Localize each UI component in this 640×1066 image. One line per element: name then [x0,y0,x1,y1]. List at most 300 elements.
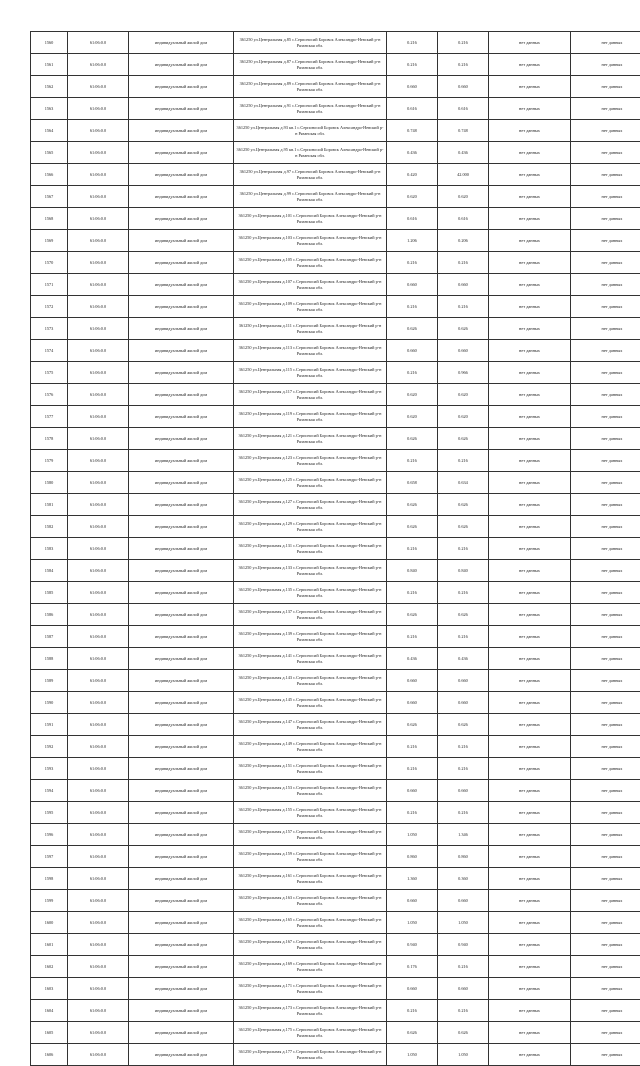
row-number: 1586 [31,604,68,626]
area-value: 0.216 [387,736,438,758]
cadastral-code: 61:06:0.0 [68,428,129,450]
object-type: индивидуальный жилой дом [129,846,234,868]
row-number: 1574 [31,340,68,362]
status-cell-2: нет данных [571,54,640,76]
table-row [31,164,640,186]
area-value: 0.626 [387,494,438,516]
area-value: 1.050 [387,824,438,846]
second-value: 0.660 [438,692,489,714]
status-cell-1: нет данных [489,868,571,890]
status-cell-2: нет данных [571,142,640,164]
second-value: 0.626 [438,318,489,340]
row-number: 1593 [31,758,68,780]
second-value: 0.840 [438,560,489,582]
second-value: 0.216 [438,758,489,780]
table-row [31,824,640,846]
status-cell-1: нет данных [489,252,571,274]
cadastral-code: 61:06:0.0 [68,208,129,230]
table-row [31,98,640,120]
object-address: 361250 ул.Центральная д.99 с.Серпоносий Боровск Александро-Невский р-н Рязанская обл. [234,186,387,208]
status-cell-1: нет данных [489,406,571,428]
table-row [31,758,640,780]
cadastral-code: 61:06:0.0 [68,934,129,956]
row-number: 1598 [31,868,68,890]
second-value: 0.660 [438,890,489,912]
area-value: 0.216 [387,32,438,54]
table-row [31,560,640,582]
object-address: 361250 ул.Центральная д.153 с.Серпоносий Боровск Александро-Невский р-н Рязанская обл. [234,780,387,802]
second-value: 0.626 [438,714,489,736]
status-cell-1: нет данных [489,340,571,362]
object-address: 361250 ул.Центральная д.171 с.Серпоносий Боровск Александро-Невский р-н Рязанская обл. [234,978,387,1000]
object-address: 361250 ул.Центральная д.137 с.Серпоносий Боровск Александро-Невский р-н Рязанская обл. [234,604,387,626]
row-number: 1565 [31,142,68,164]
status-cell-1: нет данных [489,164,571,186]
row-number: 1578 [31,428,68,450]
row-number: 1600 [31,912,68,934]
object-type: индивидуальный жилой дом [129,142,234,164]
status-cell-1: нет данных [489,714,571,736]
table-row [31,516,640,538]
row-number: 1581 [31,494,68,516]
status-cell-1: нет данных [489,32,571,54]
status-cell-2: нет данных [571,802,640,824]
second-value: 0.616 [438,208,489,230]
row-number: 1563 [31,98,68,120]
object-type: индивидуальный жилой дом [129,494,234,516]
second-value: 0.626 [438,428,489,450]
object-address: 361250 ул.Центральная д.113 с.Серпоносий Боровск Александро-Невский р-н Рязанская обл. [234,340,387,362]
area-value: 0.620 [387,384,438,406]
object-type: индивидуальный жилой дом [129,472,234,494]
status-cell-1: нет данных [489,934,571,956]
table-row [31,296,640,318]
cadastral-code: 61:06:0.0 [68,186,129,208]
object-address: 361250 ул.Центральная д.155 с.Серпоносий Боровск Александро-Невский р-н Рязанская обл. [234,802,387,824]
second-value: 0.634 [438,472,489,494]
status-cell-1: нет данных [489,428,571,450]
status-cell-1: нет данных [489,1044,571,1066]
area-value: 0.626 [387,428,438,450]
area-value: 1.050 [387,912,438,934]
status-cell-1: нет данных [489,978,571,1000]
row-number: 1599 [31,890,68,912]
row-number: 1572 [31,296,68,318]
object-address: 361250 ул.Центральная д.177 с.Серпоносий Боровск Александро-Невский р-н Рязанская обл. [234,1044,387,1066]
area-value: 0.216 [387,538,438,560]
status-cell-2: нет данных [571,32,640,54]
status-cell-2: нет данных [571,648,640,670]
table-row [31,1044,640,1066]
table-row [31,1022,640,1044]
object-address: 361250 ул.Центральная д.141 с.Серпоносий Боровск Александро-Невский р-н Рязанская обл. [234,648,387,670]
cadastral-code: 61:06:0.0 [68,318,129,340]
cadastral-code: 61:06:0.0 [68,76,129,98]
status-cell-2: нет данных [571,120,640,142]
table-row [31,384,640,406]
table-row [31,274,640,296]
row-number: 1590 [31,692,68,714]
table-row [31,472,640,494]
object-type: индивидуальный жилой дом [129,626,234,648]
object-address: 361250 ул.Центральная д.125 с.Серпоносий Боровск Александро-Невский р-н Рязанская обл. [234,472,387,494]
second-value: 0.206 [438,230,489,252]
cadastral-code: 61:06:0.0 [68,1000,129,1022]
row-number: 1592 [31,736,68,758]
area-value: 0.216 [387,802,438,824]
object-address: 361250 ул.Центральная д.159 с.Серпоносий Боровск Александро-Невский р-н Рязанская обл. [234,846,387,868]
table-row [31,626,640,648]
object-address: 361250 ул.Центральная д.115 с.Серпоносий Боровск Александро-Невский р-н Рязанская обл. [234,362,387,384]
status-cell-1: нет данных [489,494,571,516]
status-cell-2: нет данных [571,450,640,472]
row-number: 1603 [31,978,68,1000]
area-value: 0.840 [387,560,438,582]
row-number: 1560 [31,32,68,54]
object-type: индивидуальный жилой дом [129,824,234,846]
object-address: 361250 ул.Центральная д.169 с.Серпоносий Боровск Александро-Невский р-н Рязанская обл. [234,956,387,978]
second-value: 0.216 [438,54,489,76]
area-value: 0.620 [387,406,438,428]
status-cell-1: нет данных [489,736,571,758]
object-type: индивидуальный жилой дом [129,164,234,186]
object-address: 361250 ул.Центральная д.105 с.Серпоносий Боровск Александро-Невский р-н Рязанская обл. [234,252,387,274]
status-cell-2: нет данных [571,516,640,538]
status-cell-1: нет данных [489,274,571,296]
registry-table-body [31,32,640,1066]
status-cell-1: нет данных [489,208,571,230]
object-type: индивидуальный жилой дом [129,934,234,956]
cadastral-code: 61:06:0.0 [68,54,129,76]
cadastral-code: 61:06:0.0 [68,846,129,868]
status-cell-1: нет данных [489,230,571,252]
status-cell-2: нет данных [571,890,640,912]
area-value: 0.436 [387,142,438,164]
status-cell-1: нет данных [489,648,571,670]
status-cell-2: нет данных [571,626,640,648]
cadastral-code: 61:06:0.0 [68,516,129,538]
table-row [31,362,640,384]
cadastral-code: 61:06:0.0 [68,648,129,670]
row-number: 1566 [31,164,68,186]
row-number: 1561 [31,54,68,76]
object-type: индивидуальный жилой дом [129,758,234,780]
status-cell-2: нет данных [571,1022,640,1044]
cadastral-code: 61:06:0.0 [68,1022,129,1044]
cadastral-code: 61:06:0.0 [68,780,129,802]
area-value: 1.360 [387,868,438,890]
object-address: 361250 ул.Центральная д.91 с.Серпоносий Боровск Александро-Невский р-н Рязанская обл. [234,98,387,120]
area-value: 0.620 [387,186,438,208]
object-address: 361250 ул.Центральная д.109 с.Серпоносий Боровск Александро-Невский р-н Рязанская обл. [234,296,387,318]
status-cell-1: нет данных [489,626,571,648]
object-address: 361250 ул.Центральная д.93 кв.1 с.Серпоносий Боровск Александро-Невский р-н Рязанская обл. [234,120,387,142]
object-type: индивидуальный жилой дом [129,802,234,824]
area-value: 0.748 [387,120,438,142]
area-value: 0.216 [387,1000,438,1022]
table-row [31,186,640,208]
cadastral-code: 61:06:0.0 [68,538,129,560]
second-value: 0.216 [438,450,489,472]
second-value: 0.660 [438,978,489,1000]
cadastral-code: 61:06:0.0 [68,802,129,824]
second-value: 0.660 [438,670,489,692]
status-cell-1: нет данных [489,120,571,142]
second-value: 0.966 [438,362,489,384]
object-address: 361250 ул.Центральная д.143 с.Серпоносий Боровск Александро-Невский р-н Рязанская обл. [234,670,387,692]
area-value: 0.216 [387,626,438,648]
second-value: 0.216 [438,956,489,978]
status-cell-2: нет данных [571,604,640,626]
second-value: 42.000 [438,164,489,186]
row-number: 1577 [31,406,68,428]
area-value: 0.660 [387,670,438,692]
area-value: 0.216 [387,758,438,780]
cadastral-code: 61:06:0.0 [68,890,129,912]
second-value: 0.216 [438,538,489,560]
row-number: 1591 [31,714,68,736]
area-value: 0.626 [387,318,438,340]
object-type: индивидуальный жилой дом [129,186,234,208]
object-address: 361250 ул.Центральная д.175 с.Серпоносий Боровск Александро-Невский р-н Рязанская обл. [234,1022,387,1044]
status-cell-1: нет данных [489,538,571,560]
status-cell-1: нет данных [489,604,571,626]
area-value: 0.216 [387,296,438,318]
status-cell-2: нет данных [571,714,640,736]
object-address: 361250 ул.Центральная д.133 с.Серпоносий Боровск Александро-Невский р-н Рязанская обл. [234,560,387,582]
status-cell-2: нет данных [571,956,640,978]
second-value: 0.216 [438,802,489,824]
status-cell-1: нет данных [489,98,571,120]
cadastral-code: 61:06:0.0 [68,868,129,890]
status-cell-2: нет данных [571,98,640,120]
object-type: индивидуальный жилой дом [129,450,234,472]
object-type: индивидуальный жилой дом [129,274,234,296]
object-address: 361250 ул.Центральная д.87 с.Серпоносий Боровск Александро-Невский р-н Рязанская обл. [234,54,387,76]
area-value: 0.176 [387,956,438,978]
cadastral-code: 61:06:0.0 [68,98,129,120]
status-cell-1: нет данных [489,54,571,76]
area-value: 0.616 [387,98,438,120]
object-type: индивидуальный жилой дом [129,604,234,626]
status-cell-2: нет данных [571,582,640,604]
second-value: 0.216 [438,626,489,648]
area-value: 0.660 [387,978,438,1000]
object-type: индивидуальный жилой дом [129,868,234,890]
status-cell-1: нет данных [489,186,571,208]
status-cell-1: нет данных [489,318,571,340]
object-address: 361250 ул.Центральная д.85 с.Серпоносий Боровск Александро-Невский р-н Рязанская обл. [234,32,387,54]
cadastral-code: 61:06:0.0 [68,1044,129,1066]
object-address: 361250 ул.Центральная д.127 с.Серпоносий Боровск Александро-Невский р-н Рязанская обл. [234,494,387,516]
table-row [31,32,640,54]
object-address: 361250 ул.Центральная д.131 с.Серпоносий Боровск Александро-Невский р-н Рязанская обл. [234,538,387,560]
row-number: 1584 [31,560,68,582]
status-cell-1: нет данных [489,890,571,912]
row-number: 1583 [31,538,68,560]
second-value: 0.616 [438,98,489,120]
object-address: 361250 ул.Центральная д.103 с.Серпоносий Боровск Александро-Невский р-н Рязанская обл. [234,230,387,252]
cadastral-code: 61:06:0.0 [68,362,129,384]
table-row [31,120,640,142]
row-number: 1587 [31,626,68,648]
second-value: 0.216 [438,1000,489,1022]
row-number: 1570 [31,252,68,274]
second-value: 0.660 [438,780,489,802]
status-cell-1: нет данных [489,142,571,164]
status-cell-2: нет данных [571,868,640,890]
status-cell-2: нет данных [571,340,640,362]
status-cell-1: нет данных [489,912,571,934]
second-value: 0.620 [438,384,489,406]
area-value: 0.420 [387,164,438,186]
area-value: 0.940 [387,934,438,956]
object-type: индивидуальный жилой дом [129,1000,234,1022]
cadastral-code: 61:06:0.0 [68,494,129,516]
cadastral-code: 61:06:0.0 [68,120,129,142]
object-type: индивидуальный жилой дом [129,384,234,406]
status-cell-1: нет данных [489,450,571,472]
status-cell-2: нет данных [571,1044,640,1066]
cadastral-code: 61:06:0.0 [68,956,129,978]
status-cell-1: нет данных [489,780,571,802]
area-value: 0.626 [387,714,438,736]
table-row [31,1000,640,1022]
status-cell-2: нет данных [571,318,640,340]
status-cell-2: нет данных [571,428,640,450]
table-row [31,604,640,626]
status-cell-1: нет данных [489,846,571,868]
status-cell-1: нет данных [489,296,571,318]
status-cell-1: нет данных [489,582,571,604]
table-row [31,450,640,472]
object-address: 361250 ул.Центральная д.123 с.Серпоносий Боровск Александро-Невский р-н Рязанская обл. [234,450,387,472]
status-cell-1: нет данных [489,362,571,384]
second-value: 0.626 [438,516,489,538]
table-row [31,54,640,76]
second-value: 0.360 [438,868,489,890]
table-row [31,648,640,670]
status-cell-2: нет данных [571,274,640,296]
status-cell-1: нет данных [489,1000,571,1022]
row-number: 1567 [31,186,68,208]
object-address: 361250 ул.Центральная д.163 с.Серпоносий Боровск Александро-Невский р-н Рязанская обл. [234,890,387,912]
cadastral-code: 61:06:0.0 [68,296,129,318]
area-value: 1.206 [387,230,438,252]
table-row [31,230,640,252]
area-value: 0.216 [387,450,438,472]
table-row [31,890,640,912]
object-type: индивидуальный жилой дом [129,582,234,604]
area-value: 0.216 [387,252,438,274]
second-value: 1.346 [438,824,489,846]
object-address: 361250 ул.Центральная д.157 с.Серпоносий Боровск Александро-Невский р-н Рязанская обл. [234,824,387,846]
cadastral-code: 61:06:0.0 [68,670,129,692]
area-value: 0.436 [387,648,438,670]
second-value: 0.626 [438,494,489,516]
cadastral-code: 61:06:0.0 [68,274,129,296]
cadastral-code: 61:06:0.0 [68,252,129,274]
object-type: индивидуальный жилой дом [129,428,234,450]
table-row [31,846,640,868]
object-type: индивидуальный жилой дом [129,670,234,692]
status-cell-2: нет данных [571,384,640,406]
row-number: 1579 [31,450,68,472]
row-number: 1589 [31,670,68,692]
table-row [31,934,640,956]
second-value: 0.436 [438,142,489,164]
row-number: 1568 [31,208,68,230]
area-value: 0.660 [387,340,438,362]
status-cell-2: нет данных [571,934,640,956]
status-cell-2: нет данных [571,406,640,428]
area-value: 0.216 [387,362,438,384]
status-cell-1: нет данных [489,560,571,582]
object-type: индивидуальный жилой дом [129,340,234,362]
status-cell-2: нет данных [571,362,640,384]
second-value: 0.660 [438,76,489,98]
row-number: 1569 [31,230,68,252]
table-row [31,538,640,560]
object-type: индивидуальный жилой дом [129,98,234,120]
row-number: 1564 [31,120,68,142]
second-value: 0.620 [438,406,489,428]
area-value: 0.660 [387,76,438,98]
object-type: индивидуальный жилой дом [129,362,234,384]
cadastral-code: 61:06:0.0 [68,32,129,54]
object-address: 361250 ул.Центральная д.129 с.Серпоносий Боровск Александро-Невский р-н Рязанская обл. [234,516,387,538]
property-registry-table [30,31,640,1066]
row-number: 1588 [31,648,68,670]
status-cell-2: нет данных [571,472,640,494]
status-cell-1: нет данных [489,692,571,714]
object-address: 361250 ул.Центральная д.111 с.Серпоносий Боровск Александро-Невский р-н Рязанская обл. [234,318,387,340]
status-cell-2: нет данных [571,76,640,98]
object-address: 361250 ул.Центральная д.121 с.Серпоносий Боровск Александро-Невский р-н Рязанская обл. [234,428,387,450]
cadastral-code: 61:06:0.0 [68,912,129,934]
status-cell-1: нет данных [489,802,571,824]
status-cell-2: нет данных [571,846,640,868]
row-number: 1604 [31,1000,68,1022]
object-address: 361250 ул.Центральная д.145 с.Серпоносий Боровск Александро-Невский р-н Рязанская обл. [234,692,387,714]
object-address: 361250 ул.Центральная д.95 кв.1 с.Серпоносий Боровск Александро-Невский р-н Рязанская обл. [234,142,387,164]
object-address: 361250 ул.Центральная д.107 с.Серпоносий Боровск Александро-Невский р-н Рязанская обл. [234,274,387,296]
status-cell-2: нет данных [571,296,640,318]
cadastral-code: 61:06:0.0 [68,626,129,648]
object-type: индивидуальный жилой дом [129,890,234,912]
second-value: 0.660 [438,340,489,362]
row-number: 1582 [31,516,68,538]
status-cell-1: нет данных [489,758,571,780]
row-number: 1573 [31,318,68,340]
cadastral-code: 61:06:0.0 [68,384,129,406]
cadastral-code: 61:06:0.0 [68,824,129,846]
table-row [31,736,640,758]
row-number: 1595 [31,802,68,824]
object-type: индивидуальный жилой дом [129,32,234,54]
second-value: 0.626 [438,1022,489,1044]
object-type: индивидуальный жилой дом [129,1044,234,1066]
object-address: 361250 ул.Центральная д.165 с.Серпоносий Боровск Александро-Невский р-н Рязанская обл. [234,912,387,934]
cadastral-code: 61:06:0.0 [68,164,129,186]
object-type: индивидуальный жилой дом [129,76,234,98]
status-cell-1: нет данных [489,516,571,538]
cadastral-code: 61:06:0.0 [68,142,129,164]
table-row [31,340,640,362]
object-address: 361250 ул.Центральная д.119 с.Серпоносий Боровск Александро-Невский р-н Рязанская обл. [234,406,387,428]
object-type: индивидуальный жилой дом [129,780,234,802]
table-row [31,582,640,604]
